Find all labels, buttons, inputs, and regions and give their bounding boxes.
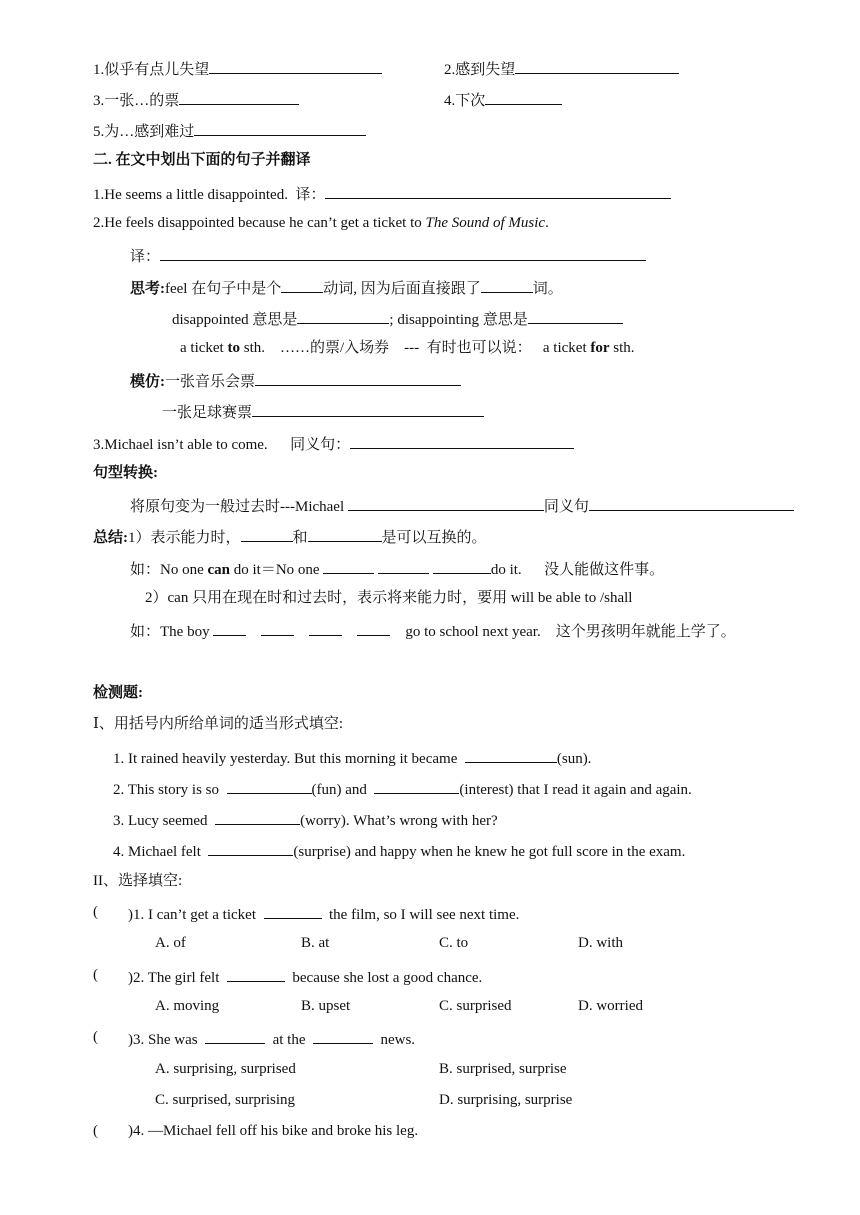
answer-blank[interactable]: [255, 370, 461, 386]
choice-2-option[interactable]: B. upset: [301, 998, 351, 1014]
answer-blank[interactable]: [261, 620, 294, 636]
answer-blank[interactable]: [241, 526, 293, 542]
choice-1-text-b: the film, so I will see next time.: [321, 907, 520, 923]
vocab-q3-text: 3.一张…的票: [93, 93, 180, 109]
sentence-2-translation: [130, 245, 646, 266]
ticket-to: to: [227, 340, 240, 356]
choice-1-option[interactable]: B. at: [301, 935, 330, 951]
vocab-q1: [93, 58, 382, 79]
example-2-text-b: go to school next year. 这个男孩明年就能上学了。: [405, 624, 736, 640]
choice-1-option[interactable]: A. of: [155, 935, 186, 951]
imitate-line-2: [162, 401, 484, 422]
answer-blank[interactable]: [350, 433, 574, 449]
answer-blank[interactable]: [252, 401, 484, 417]
choice-1-option[interactable]: D. with: [578, 935, 623, 951]
fill-4-text-a: 4. Michael felt: [113, 844, 209, 860]
choice-2-option[interactable]: D. worried: [578, 998, 643, 1014]
fill-4-text-b: (surprise) and happy when he knew he got full score in the exam.: [293, 844, 686, 860]
fill-2-text-a: 2. This story is so: [113, 782, 227, 798]
answer-blank[interactable]: [515, 58, 679, 74]
imitate-text-2: 一张足球赛票: [162, 405, 253, 421]
choice-2-text-a: )2. The girl felt: [128, 970, 227, 986]
imitate-label: 模仿:: [130, 374, 165, 390]
translation-blank[interactable]: [325, 183, 671, 199]
meaning-text-a: disappointed 意思是: [172, 312, 298, 328]
think-text-a: feel 在句子中是个: [165, 281, 282, 297]
choice-2-option[interactable]: A. moving: [155, 998, 220, 1014]
transform-text-a: 将原句变为一般过去时---Michael: [130, 499, 348, 515]
sentence-3-text: 3.Michael isn’t able to come. 同义句：: [93, 437, 351, 453]
example-1-text-a: 如：No one: [130, 562, 208, 578]
summary-label: 总结:: [93, 530, 128, 546]
fill-3-text-a: 3. Lucy seemed: [113, 813, 216, 829]
meaning-text-b: ; disappointing 意思是: [389, 312, 528, 328]
transform-text-b: 同义句: [543, 499, 589, 515]
vocab-q5: [93, 120, 366, 141]
answer-blank[interactable]: [313, 1028, 373, 1044]
choice-question-2: [128, 966, 482, 987]
ticket-note: [180, 339, 635, 357]
choice-3-option[interactable]: D. surprising, surprise: [439, 1092, 573, 1108]
answer-blank[interactable]: [528, 308, 623, 324]
answer-blank[interactable]: [208, 840, 293, 856]
choice-3-option[interactable]: B. surprised, surprise: [439, 1061, 567, 1077]
answer-blank[interactable]: [297, 308, 389, 324]
fill-question-3: [113, 809, 498, 830]
example-1-text-c: do it. 没人能做这件事。: [490, 562, 665, 578]
answer-blank[interactable]: [323, 558, 374, 574]
summary-example-1: [130, 558, 664, 579]
translation-blank[interactable]: [160, 245, 646, 261]
choice-3-text-b: at the: [265, 1032, 313, 1048]
transform-line: [130, 495, 794, 516]
choice-3-option[interactable]: C. surprised, surprising: [155, 1092, 295, 1108]
summary-text-b: 和: [292, 530, 308, 546]
think-label: 思考:: [130, 281, 165, 297]
sentence-2: [93, 214, 549, 232]
answer-blank[interactable]: [179, 89, 299, 105]
fill-1-text-a: 1. It rained heavily yesterday. But this morning it became: [113, 751, 465, 767]
think-text-b: 动词, 因为后面直接跟了: [323, 281, 481, 297]
choice-paren[interactable]: (: [93, 904, 98, 920]
movie-title: The Sound of Music: [425, 215, 546, 231]
summary-text-c: 是可以互换的。: [381, 530, 487, 546]
translation-label: 译：: [130, 249, 161, 265]
vocab-q4: [444, 89, 562, 110]
vocab-q2: [444, 58, 679, 79]
vocab-q2-text: 2.感到失望: [444, 62, 516, 78]
summary-point-2: 2）can 只用在现在时和过去时，表示将来能力时，要用 will be able to /shall: [145, 590, 633, 606]
answer-blank[interactable]: [485, 89, 562, 105]
fill-1-text-b: (sun).: [556, 751, 592, 767]
ticket-text-b: sth. ……的票/入场券 --- 有时也可以说： a ticket: [239, 340, 591, 356]
choice-1-option[interactable]: C. to: [439, 935, 469, 951]
sentence-3: [93, 433, 574, 454]
vocab-q1-text: 1.似乎有点儿失望: [93, 62, 210, 78]
ticket-for: for: [590, 340, 610, 356]
choice-3-option[interactable]: A. surprising, surprised: [155, 1061, 296, 1077]
fill-question-4: [113, 840, 685, 861]
answer-blank[interactable]: [281, 277, 323, 293]
summary-example-2: [130, 620, 736, 641]
answer-blank[interactable]: [374, 778, 459, 794]
choice-1-text-a: )1. I can’t get a ticket: [128, 907, 264, 923]
answer-blank[interactable]: [433, 558, 491, 574]
choice-paren[interactable]: (: [93, 1123, 98, 1139]
imitate-line-1: [130, 370, 461, 391]
vocab-q3: [93, 89, 299, 110]
answer-blank[interactable]: [309, 620, 342, 636]
answer-blank[interactable]: [378, 558, 429, 574]
choice-paren[interactable]: (: [93, 1029, 98, 1045]
choice-3-text-c: news.: [372, 1032, 416, 1048]
think-line: [130, 277, 563, 298]
section2-heading: 二. 在文中划出下面的句子并翻译: [93, 152, 311, 168]
choice-2-option[interactable]: C. surprised: [439, 998, 512, 1014]
answer-blank[interactable]: [227, 778, 312, 794]
test-heading: 检测题:: [93, 685, 143, 701]
answer-blank[interactable]: [264, 903, 322, 919]
answer-blank[interactable]: [589, 495, 794, 511]
meaning-line: [172, 308, 623, 329]
transform-heading: 句型转换:: [93, 465, 158, 481]
vocab-q5-text: 5.为…感到难过: [93, 124, 195, 140]
answer-blank[interactable]: [308, 526, 382, 542]
example-1-text-b: do it＝No one: [230, 562, 324, 578]
sentence-2-end: .: [545, 215, 549, 231]
sentence-2-text: 2.He feels disappointed because he can’t get a ticket to: [93, 215, 426, 231]
answer-blank[interactable]: [215, 809, 300, 825]
fill-question-1: [113, 747, 591, 768]
part2-title: II、选择填空:: [93, 873, 183, 889]
answer-blank[interactable]: [213, 620, 246, 636]
answer-blank[interactable]: [209, 58, 382, 74]
choice-question-4: )4. —Michael fell off his bike and broke his leg.: [128, 1123, 419, 1139]
ticket-text-c: sth.: [609, 340, 635, 356]
answer-blank[interactable]: [481, 277, 533, 293]
choice-question-3: [128, 1028, 415, 1049]
answer-blank[interactable]: [205, 1028, 265, 1044]
answer-blank[interactable]: [465, 747, 557, 763]
answer-blank[interactable]: [227, 966, 285, 982]
fill-3-text-b: (worry). What’s wrong with her?: [300, 813, 498, 829]
choice-3-text-a: )3. She was: [128, 1032, 206, 1048]
sentence-1-text: 1.He seems a little disappointed. 译：: [93, 187, 326, 203]
part1-title: Ⅰ、用括号内所给单词的适当形式填空:: [93, 716, 344, 732]
choice-paren[interactable]: (: [93, 967, 98, 983]
sentence-1: [93, 183, 671, 204]
fill-2-text-b: (fun) and: [311, 782, 375, 798]
fill-question-2: [113, 778, 692, 799]
answer-blank[interactable]: [194, 120, 366, 136]
summary-text-a: 1）表示能力时，: [128, 530, 241, 546]
vocab-q4-text: 4.下次: [444, 93, 486, 109]
example-2-text-a: 如：The boy: [130, 624, 214, 640]
summary-point-1: [93, 526, 487, 547]
choice-question-1: [128, 903, 519, 924]
example-1-can: can: [207, 562, 230, 578]
choice-2-text-b: because she lost a good chance.: [284, 970, 483, 986]
fill-2-text-c: (interest) that I read it again and again.: [459, 782, 692, 798]
answer-blank[interactable]: [348, 495, 544, 511]
answer-blank[interactable]: [357, 620, 390, 636]
imitate-text-1: 一张音乐会票: [165, 374, 256, 390]
think-text-c: 词。: [532, 281, 563, 297]
ticket-text-a: a ticket: [180, 340, 228, 356]
